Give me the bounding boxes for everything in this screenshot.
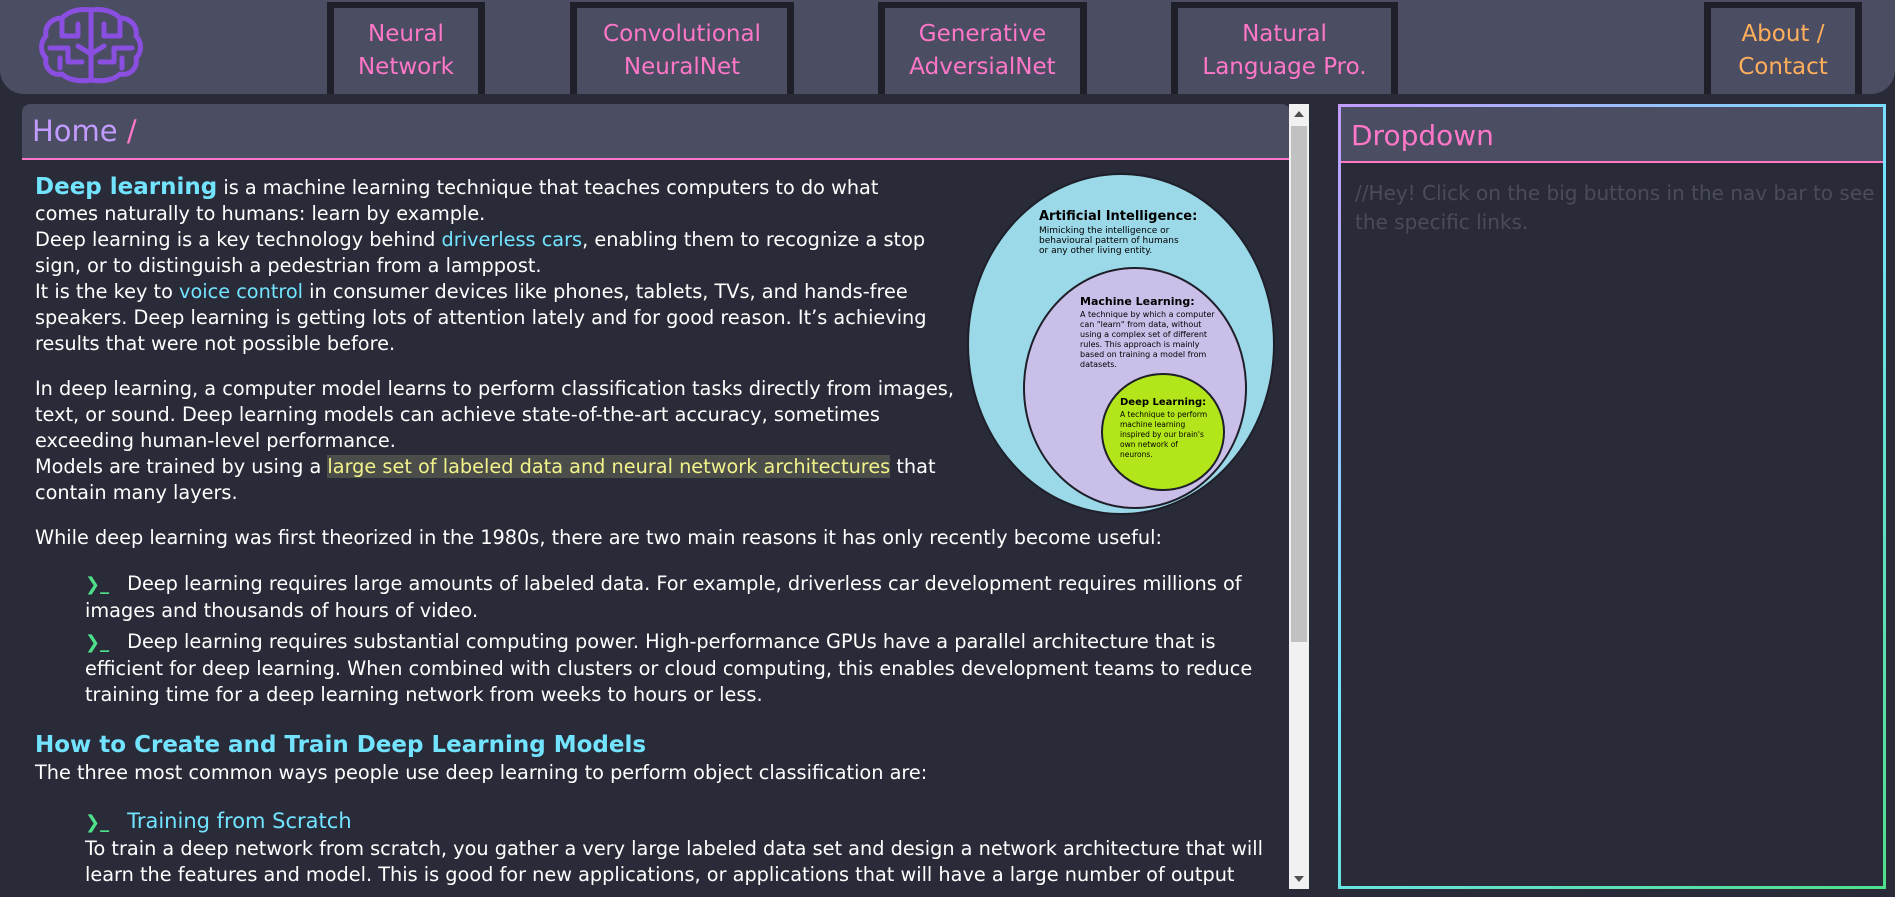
- terminal-prompt-icon: ❯_: [85, 812, 110, 833]
- content-scrollbar[interactable]: [1289, 104, 1309, 889]
- nav-cnn-button[interactable]: [570, 2, 794, 94]
- scrollbar-thumb[interactable]: [1291, 126, 1307, 642]
- nav-nlp-button[interactable]: [1171, 2, 1398, 94]
- ml-line-2: can "learn" from data, without: [1080, 320, 1202, 329]
- scroll-up-arrow-icon[interactable]: [1294, 111, 1304, 117]
- driverless-cars-link[interactable]: driverless cars: [441, 228, 583, 251]
- terminal-prompt-icon: ❯_: [85, 574, 110, 595]
- reasons-list: [35, 571, 1275, 708]
- intro-text-c-post: in consumer devices like phones, tablets, TVs, and hands-free speakers. Deep learning is getting lots of attention lately and for good reason. It’s achieving results that were not possible before.: [35, 280, 927, 355]
- dropdown-header: [1341, 107, 1883, 163]
- ai-line-3: or any other living entity.: [1039, 246, 1153, 256]
- dl-line-2: machine learning: [1120, 420, 1186, 429]
- scroll-down-arrow-icon[interactable]: [1294, 876, 1304, 882]
- breadcrumb-separator: /: [126, 114, 137, 148]
- models-text-b-pre: Models are trained by using a: [35, 455, 328, 478]
- list-item: [85, 571, 1275, 624]
- breadcrumb: [22, 104, 1290, 160]
- nav-neural-network-label[interactable]: Neural Network: [334, 8, 478, 94]
- ai-line-1: Mimicking the intelligence or: [1039, 226, 1170, 236]
- dropdown-panel: [1338, 104, 1886, 889]
- terminal-prompt-icon: ❯_: [85, 632, 110, 653]
- methods-list: [35, 808, 1275, 888]
- intro-text-b-post: , enabling them to recognize a stop sign, or to distinguish a pedestrian from a lamppost.: [35, 228, 926, 277]
- list-item: [85, 629, 1275, 708]
- models-text-b-post: that contain many layers.: [35, 455, 936, 504]
- training-from-scratch-text: To train a deep network from scratch, you gather a very large labeled data set and design a network architecture that will learn the features and model. This is good for new applications, or applications that will have a large number of output: [85, 837, 1263, 886]
- nav-about-contact-button[interactable]: [1704, 2, 1862, 94]
- deep-learning-term: Deep learning: [35, 174, 218, 200]
- models-paragraph: [35, 376, 955, 506]
- intro-text-c-pre: It is the key to: [35, 280, 180, 303]
- intro-text-a: is a machine learning technique that teaches computers to do what comes naturally to humans: learn by example.: [35, 176, 879, 225]
- highlighted-text: large set of labeled data and neural network architectures: [327, 455, 891, 478]
- nav-nlp-label[interactable]: Natural Language Pro.: [1178, 8, 1391, 94]
- dl-line-4: own network of: [1120, 440, 1178, 449]
- breadcrumb-text: [32, 114, 137, 148]
- ml-line-5: based on training a model from: [1080, 350, 1207, 359]
- history-paragraph: While deep learning was first theorized in the 1980s, there are two main reasons it has only recently become useful:: [35, 526, 1162, 549]
- ml-line-4: rules. This approach is mainly: [1080, 340, 1200, 349]
- training-from-scratch-title: Training from Scratch: [127, 809, 352, 833]
- ml-line-6: datasets.: [1080, 360, 1117, 369]
- nav-gan-label[interactable]: Generative AdversialNet: [885, 8, 1080, 94]
- list-item-text: Deep learning requires substantial computing power. High-performance GPUs have a parallel architecture that is efficient for deep learning. When combined with clusters or cloud computing, this enables development teams to reduce training time for a deep learning network from weeks to hours or less.: [85, 630, 1253, 706]
- dropdown-hint-text: //Hey! Click on the big buttons in the nav bar to see the specific links.: [1355, 181, 1875, 234]
- dl-title: Deep Learning:: [1120, 397, 1207, 408]
- nav-cnn-label[interactable]: Convolutional NeuralNet: [577, 8, 787, 94]
- article-content: [35, 174, 1275, 889]
- dl-line-1: A technique to perform: [1120, 410, 1208, 419]
- section-heading: How to Create and Train Deep Learning Models: [35, 732, 647, 758]
- main-content-panel[interactable]: [22, 104, 1290, 889]
- section-intro: The three most common ways people use deep learning to perform object classification are:: [35, 761, 928, 784]
- ai-title: Artificial Intelligence:: [1039, 209, 1198, 224]
- ml-line-3: using a complex set of different: [1080, 330, 1208, 339]
- breadcrumb-home-link[interactable]: Home: [32, 114, 118, 148]
- intro-paragraph: [35, 174, 945, 357]
- top-nav: [0, 0, 1895, 94]
- list-item: [85, 808, 1275, 888]
- dropdown-title: Dropdown: [1351, 119, 1494, 152]
- dl-line-5: neurons.: [1120, 450, 1153, 459]
- list-item-text: Deep learning requires large amounts of labeled data. For example, driverless car development requires millions of images and thousands of hours of video.: [85, 572, 1242, 622]
- nav-about-contact-label[interactable]: About / Contact: [1711, 8, 1855, 94]
- dl-line-3: inspired by our brain's: [1120, 430, 1204, 439]
- intro-text-b-pre: Deep learning is a key technology behind: [35, 228, 442, 251]
- voice-control-link[interactable]: voice control: [179, 280, 304, 303]
- ai-line-2: behavioural pattern of humans: [1039, 236, 1179, 246]
- nav-gan-button[interactable]: [878, 2, 1087, 94]
- ml-line-1: A technique by which a computer: [1080, 310, 1215, 319]
- models-text-a: In deep learning, a computer model learns to perform classification tasks directly from images, text, or sound. Deep learning models can achieve state-of-the-art accuracy, sometimes exceeding human-level performance.: [35, 377, 954, 452]
- ml-title: Machine Learning:: [1080, 295, 1195, 308]
- brain-logo-icon[interactable]: [38, 6, 144, 84]
- nav-neural-network-button[interactable]: [327, 2, 485, 94]
